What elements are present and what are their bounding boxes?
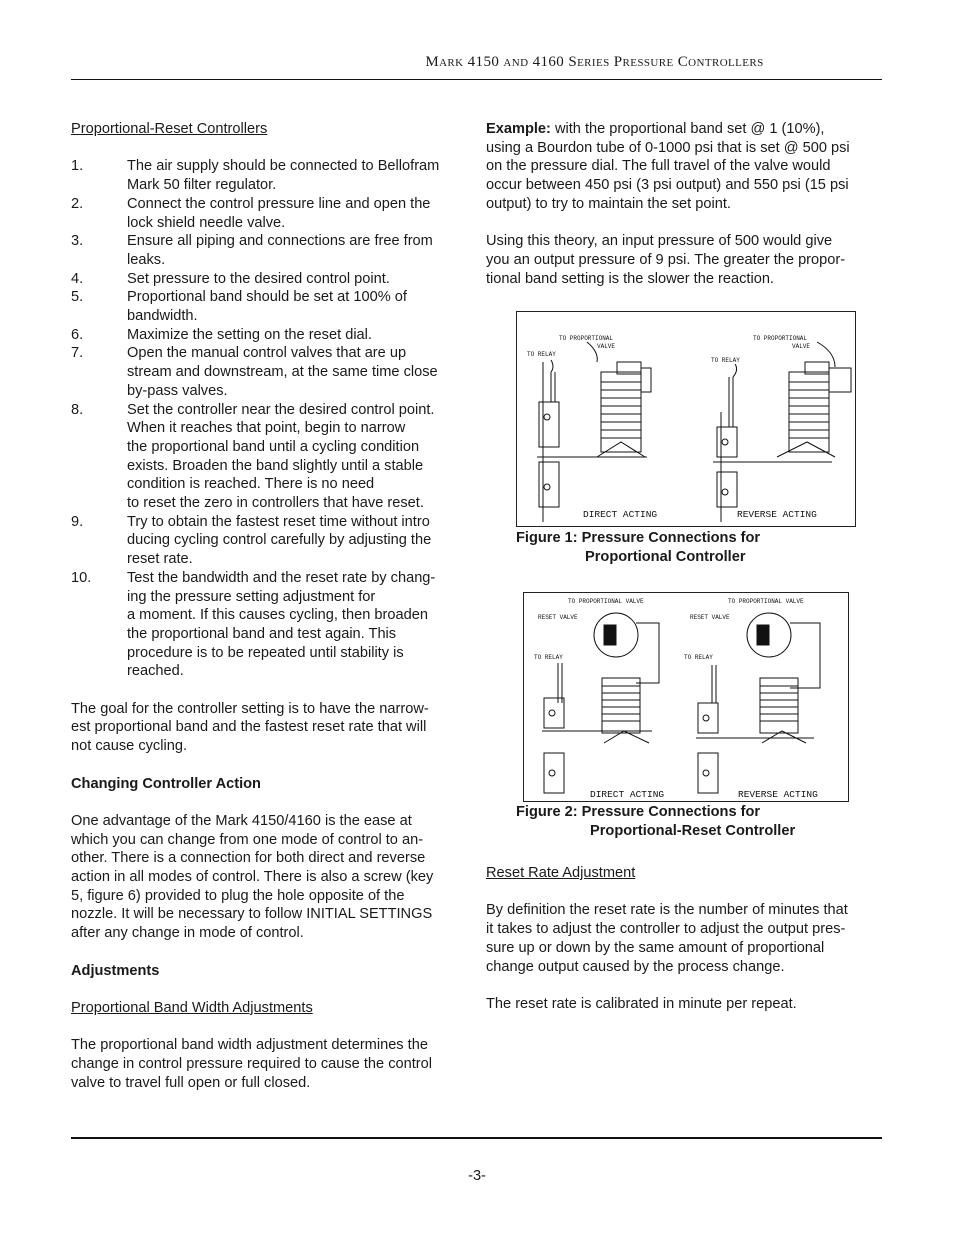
fig2-label-to-relay-direct: TO RELAY <box>534 654 563 661</box>
direct-acting-reset-assembly <box>542 613 659 793</box>
step-text: Proportional band should be set at 100% of bandwidth. <box>127 289 407 325</box>
theory-paragraph: Using this theory, an input pressure of 500 would give you an output pressure of 9 psi. The greater the propor- tional band setting is the slower the reaction. <box>486 233 846 287</box>
fig2-label-direct-acting: DIRECT ACTING <box>590 789 665 800</box>
fig1-label-to-relay-direct: TO RELAY <box>527 351 556 358</box>
step-number: 9. <box>71 513 84 530</box>
procedure-step <box>71 157 466 194</box>
section-title-proportional-reset: Proportional-Reset Controllers <box>71 121 268 137</box>
step-text: Ensure all piping and connections are free from leaks. <box>127 233 433 268</box>
procedure-step <box>71 195 466 232</box>
step-number: 3. <box>71 233 84 250</box>
subheading-reset-rate-adjustment: Reset Rate Adjustment <box>486 865 636 881</box>
fig2-label-reset-valve-direct: RESET VALVE <box>538 614 578 621</box>
fig2-label-reset-valve-reverse: RESET VALVE <box>690 614 730 621</box>
page-header-title: Mark 4150 and 4160 Series Pressure Controllers <box>425 54 764 70</box>
step-number: 8. <box>71 401 84 418</box>
step-number: 5. <box>71 289 84 306</box>
step-number: 2. <box>71 195 84 212</box>
step-text: Test the bandwidth and the reset rate by chang- ing the pressure setting adjustment for a moment. If this causes cycling, then broaden the proportional band and test again. This procedure is to be repeated until stability is reached. <box>127 569 436 680</box>
procedure-step <box>71 288 466 325</box>
reset-rate-calibration: The reset rate is calibrated in minute per repeat. <box>486 995 797 1012</box>
step-text: Maximize the setting on the reset dial. <box>127 326 372 343</box>
procedure-step <box>71 344 466 400</box>
direct-acting-assembly <box>537 342 651 522</box>
step-text: Connect the control pressure line and open the lock shield needle valve. <box>127 195 431 231</box>
figure-2-diagram <box>523 592 849 802</box>
figure-1-caption: Figure 1: Pressure Connections for Proportional Controller <box>516 530 761 565</box>
step-text: Set the controller near the desired control point. When it reaches that point, begin to narrow the proportional band until a cycling condition exists. Broaden the band slightly until a stable condition is reached. There is no need to reset the zero in controllers that have reset. <box>127 401 435 512</box>
page-number: -3- <box>468 1168 486 1184</box>
procedure-step <box>71 326 466 345</box>
procedure-steps-list <box>71 157 466 681</box>
procedure-step <box>71 232 466 269</box>
fig1-label-reverse-acting: REVERSE ACTING <box>737 509 817 520</box>
figure-1-diagram <box>516 311 856 527</box>
fig2-label-to-relay-reverse: TO RELAY <box>684 654 713 661</box>
step-text: Try to obtain the fastest reset time without intro ducing cycling control carefully by adjusting the reset rate. <box>127 513 432 568</box>
heading-adjustments: Adjustments <box>71 962 160 979</box>
figure-2-caption: Figure 2: Pressure Connections for Proportional-Reset Controller <box>516 804 796 839</box>
step-text: Set pressure to the desired control point. <box>127 270 390 287</box>
reverse-acting-reset-assembly <box>696 613 820 793</box>
step-text: The air supply should be connected to Bellofram Mark 50 filter regulator. <box>127 158 440 194</box>
step-number: 1. <box>71 158 84 175</box>
fig2-label-reverse-acting: REVERSE ACTING <box>738 789 818 800</box>
fig1-label-to-proportional-reverse: TO PROPORTIONAL <box>753 335 808 342</box>
footer-rule <box>71 1137 882 1139</box>
step-number: 7. <box>71 345 84 362</box>
goal-paragraph: The goal for the controller setting is to have the narrow- est proportional band and the fastest reset rate that will not cause cycling. <box>71 700 429 755</box>
pb-width-paragraph: The proportional band width adjustment determines the change in control pressure required to cause the control valve to travel full open or full closed. <box>71 1037 433 1091</box>
step-number: 10. <box>71 569 92 586</box>
step-number: 4. <box>71 270 84 287</box>
fig2-label-to-proportional-reverse: TO PROPORTIONAL VALVE <box>728 598 804 605</box>
heading-changing-controller-action: Changing Controller Action <box>71 775 261 792</box>
procedure-step <box>71 270 466 289</box>
right-column-lower <box>486 864 886 1014</box>
fig1-label-direct-acting: DIRECT ACTING <box>583 509 658 520</box>
fig1-label-to-proportional-direct: TO PROPORTIONAL <box>559 335 614 342</box>
left-column <box>71 120 466 1092</box>
procedure-step <box>71 401 466 513</box>
example-label: Example: <box>486 121 551 137</box>
reverse-acting-assembly <box>713 342 851 522</box>
changing-action-paragraph: One advantage of the Mark 4150/4160 is the ease at which you can change from one mode of control to an- other. There is a connection for both direct and reverse action in all modes of control. There is also a screw (key 5, figure 6) provided to plug the hole opposite of the nozzle. It will be necessary to follow INITIAL SETTINGS after any change in mode of control. <box>71 812 434 942</box>
procedure-step <box>71 569 466 681</box>
right-column <box>486 120 886 288</box>
subheading-proportional-band-width: Proportional Band Width Adjustments <box>71 999 313 1016</box>
step-text: Open the manual control valves that are up stream and downstream, at the same time close by-pass valves. <box>127 345 438 399</box>
example-paragraph: Example: with the proportional band set @ 1 (10%), using a Bourdon tube of 0-1000 psi that is set @ 500 psi on the pressure dial. The full travel of the valve would occur between 450 psi (3 psi output) and 550 psi (15 psi output) to try to maintain the set point. <box>486 121 850 212</box>
procedure-step <box>71 513 466 569</box>
fig1-label-to-relay-reverse: TO RELAY <box>711 357 740 364</box>
fig1-label-valve-reverse: VALVE <box>792 343 811 350</box>
fig1-label-valve-direct: VALVE <box>597 343 616 350</box>
step-number: 6. <box>71 326 84 343</box>
reset-rate-paragraph: By definition the reset rate is the number of minutes that it takes to adjust the controller to adjust the output pres- sure up or down by the same amount of proportional change output caused by the process change. <box>486 902 848 975</box>
header-rule <box>71 79 882 80</box>
fig2-label-to-proportional-direct: TO PROPORTIONAL VALVE <box>568 598 644 605</box>
